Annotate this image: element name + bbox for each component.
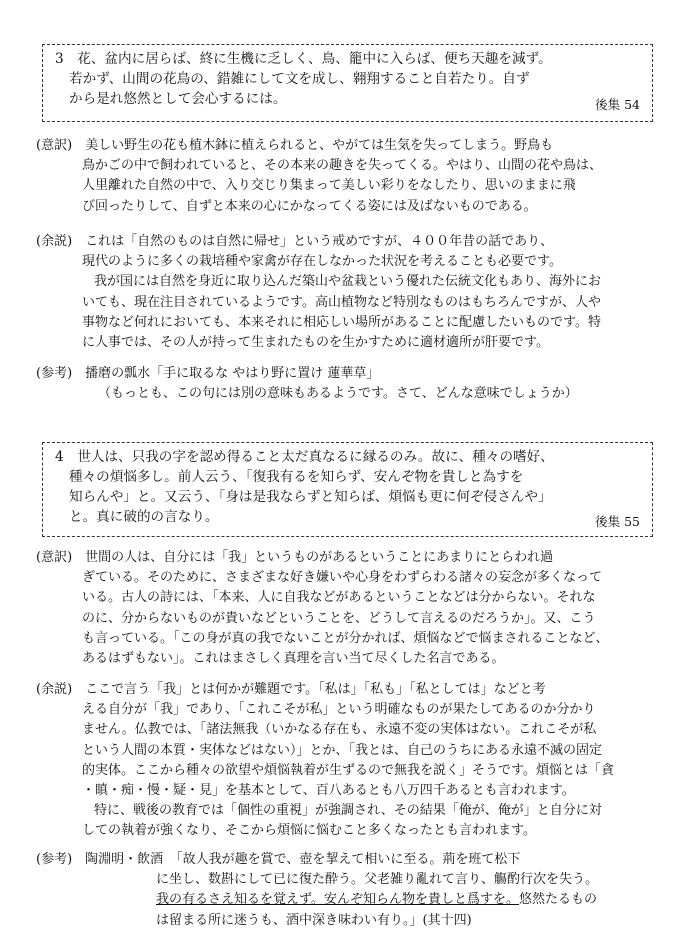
text-line: 的実体。ここから種々の欲望や煩悩執着が生ずるので無我を説く」そうです。煩悩とは「貪 bbox=[82, 762, 614, 778]
reference-section-3 bbox=[36, 364, 676, 404]
text-line: び回ったりして、自ずと本来の心にかなってくる姿には及ばないものである。 bbox=[82, 198, 537, 214]
quote-line: 種々の煩悩多し。前人云う、「復我有るを知らず、安んぞ物を貴しと為すを bbox=[69, 469, 524, 485]
text-line: える自分が「我」であり、「これこそが私」という明確なものが果たしてあるのか分かり bbox=[82, 702, 596, 718]
quote-line: 4 世人は、只我の字を認め得ること太だ真なるに縁るのみ。故に、種々の嗜好、 bbox=[55, 449, 554, 465]
text-line: 現代のように多くの栽培種や家禽が存在しなかった状況を考えることも必要です。 bbox=[82, 254, 562, 270]
underlined-phrase: 我の有るさえ知るを覚えず。安んぞ知らん物を貴しと爲すを。 bbox=[156, 892, 519, 908]
text-line: ・瞋・痴・慢・疑・見」を基本として、百八あるとも八万四千あるとも言われます。 bbox=[82, 783, 575, 799]
commentary-section-4 bbox=[36, 680, 676, 842]
text-line: に人事では、その人が持って生まれたものを生かすために適材適所が肝要です。 bbox=[82, 335, 549, 351]
text-line: あるはずもない」。これはまさしく真理を言い当て尽くした名言である。 bbox=[82, 651, 505, 667]
text-line bbox=[36, 890, 676, 910]
text-line: (余説) ここで言う「我」とは何かが難題です。「私は」「私も」「私としては」などと考 bbox=[36, 682, 546, 697]
quote-box-3 bbox=[42, 44, 653, 122]
quote-line: 知らんや」と。又云う、「身は是我ならずと知らば、煩悩も更に何ぞ侵さんや」 bbox=[69, 489, 552, 505]
text-line: (意訳) 世間の人は、自分には「我」というものがあるということにあまりにとらわれ過 bbox=[36, 550, 554, 565]
quote-line: から是れ悠然として会心するには。 bbox=[69, 91, 287, 107]
text-line: 鳥かごの中で飼われていると、その本来の趣きを失ってくる。やはり、山間の花や鳥は、 bbox=[82, 158, 603, 174]
text-line: という人間の本質・実体などはない）」とか、「我とは、自己のうちにある永遠不滅の固定 bbox=[82, 742, 603, 758]
text-line: しての執着が強くなり、そこから煩悩に悩むこと多くなったとも言われます。 bbox=[82, 823, 536, 839]
text-line: (意訳) 美しい野生の花も植木鉢に植えられると、やがては生気を失ってしまう。野鳥も bbox=[36, 138, 554, 153]
text-line: いても、現在注目されているようです。高山植物など特別なものはもちろんですが、人や bbox=[82, 294, 601, 310]
text-line: （もっとも、この句には別の意味もあるようです。さて、どんな意味でしょうか） bbox=[98, 386, 578, 402]
text-line: (参考) 播磨の瓢水「手に取るな やはり野に置け 蓮華草」 bbox=[36, 366, 380, 381]
text-line: のに、分からないものが貴いなどということを、どうして言えるのだろうか」。又、こう bbox=[82, 610, 596, 626]
source-reference: 後集 55 bbox=[595, 514, 640, 529]
quote-line: 若かず、山間の花鳥の、錯雑にして文を成し、翱翔すること自若たり。自ず bbox=[69, 71, 530, 87]
quote-box-4 bbox=[42, 442, 653, 537]
text-line: 人里離れた自然の中で、入り交じり集まって美しい彩りをなしたり、思いのままに飛 bbox=[82, 178, 576, 194]
text-line: は留まる所に迷うも、酒中深き味わい有り。」(其十四) bbox=[156, 912, 472, 928]
translation-section-3 bbox=[36, 136, 676, 217]
text-line: ぎている。そのために、さまざまな好き嫌いや心身をわずらわる諸々の妄念が多くなって bbox=[82, 570, 603, 586]
text-line: (参考) 陶淵明・飲酒 「故人我が趣を賞で、壺を挈えて相いに至る。荊を班て松下 bbox=[36, 852, 521, 867]
text-line: も言っている。「この身が真の我でないことが分かれば、煩悩などで悩まされることなど、 bbox=[82, 630, 609, 646]
text-line: に坐し、数斟にして已に復た酔う。父老雑り亂れて言り、觴酌行次を失う。 bbox=[156, 872, 599, 888]
translation-section-4 bbox=[36, 548, 676, 669]
source-reference: 後集 54 bbox=[595, 97, 640, 112]
text-line: 事物など何れにおいても、本来それに相応しい場所があることに配慮したいものです。特 bbox=[82, 314, 601, 330]
text-line: ません。仏教では、「諸法無我（いかなる存在も、永遠不変の実体はない。これこそが私 bbox=[82, 722, 597, 738]
text-line: いる。古人の詩には、「本来、人に自我などがあるということなどは分からない。それな bbox=[82, 590, 596, 606]
quote-line: と。真に破的の言なり。 bbox=[69, 509, 219, 525]
commentary-section-3 bbox=[36, 232, 676, 353]
quote-line: 3 花、盆内に居らば、終に生機に乏しく、鳥、籠中に入らば、便ち天趣を減ず。 bbox=[55, 51, 552, 67]
text-line: 特に、戦後の教育では「個性の重視」が強調され、その結果「俺が、俺が」と自分に対 bbox=[94, 803, 602, 819]
text-fragment: 悠然たるもの bbox=[518, 892, 597, 908]
text-line: 我が国には自然を身近に取り込んだ築山や盆栽という優れた伝統文化もあり、海外にお bbox=[94, 274, 602, 290]
text-line: (余説) これは「自然のものは自然に帰せ」という戒めですが、４００年昔の話であり、 bbox=[36, 234, 554, 249]
reference-section-4 bbox=[36, 850, 676, 931]
